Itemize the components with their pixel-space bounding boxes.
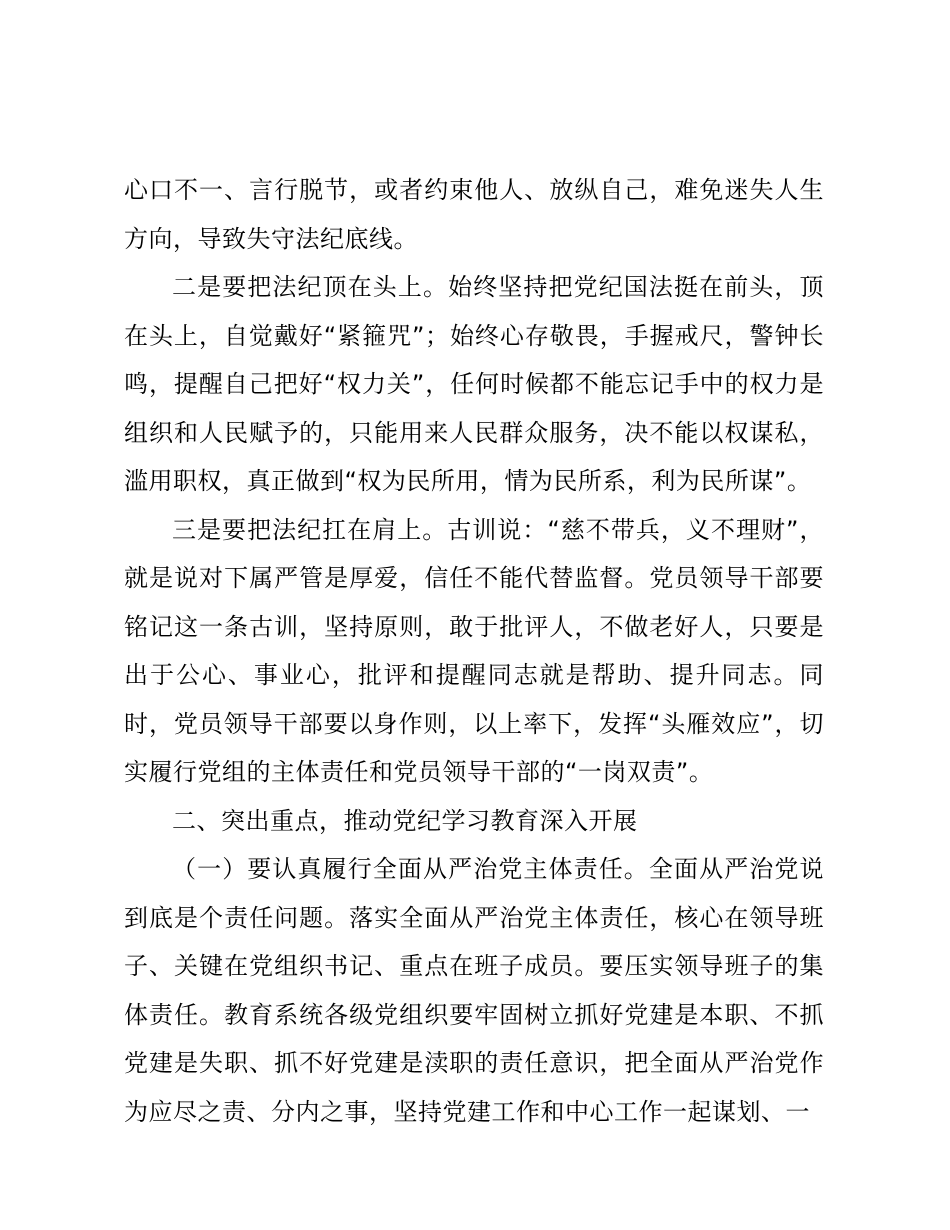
paragraph-law-on-shoulder: 三是要把法纪扛在肩上。古训说：“慈不带兵，义不理财”，就是说对下属严管是厚爱，信任不能代替监督。党员领导干部要铭记这一条古训，坚持原则，敢于批评人，不做老好人，只要是出于公心、事业心，批评和提醒同志就是帮助、提升同志。同时，党员领导干部要以身作则，以上率下，发挥“头雁效应”，切实履行党组的主体责任和党员领导干部的“一岗双责”。 [124,515,824,786]
section-heading-two: 二、突出重点，推动党纪学习教育深入开展 [172,806,638,835]
paragraph-law-on-head: 二是要把法纪顶在头上。始终坚持把党纪国法挺在前头，顶在头上，自觉戴好“紧箍咒”；始终心存敬畏，手握戒尺，警钟长鸣，提醒自己把好“权力关”，任何时候都不能忘记手中的权力是组织和人民赋予的，只能用来人民群众服务，决不能以权谋私，滥用职权，真正做到“权为民所用，情为民所系，利为民所谋”。 [124,273,824,495]
paragraph-continuation: 心口不一、言行脱节，或者约束他人、放纵自己，难免迷失人生方向，导致失守法纪底线。 [124,176,824,253]
document-body [124,166,824,1136]
paragraph-responsibility: （一）要认真履行全面从严治党主体责任。全面从严治党说到底是个责任问题。落实全面从严治党主体责任，核心在领导班子、关键在党组织书记、重点在班子成员。要压实领导班子的集体责任。教育系统各级党组织要牢固树立抓好党建是本职、不抓党建是失职、抓不好党建是渎职的责任意识，把全面从严治党作为应尽之责、分内之事，坚持党建工作和中心工作一起谋划、一 [124,855,824,1126]
